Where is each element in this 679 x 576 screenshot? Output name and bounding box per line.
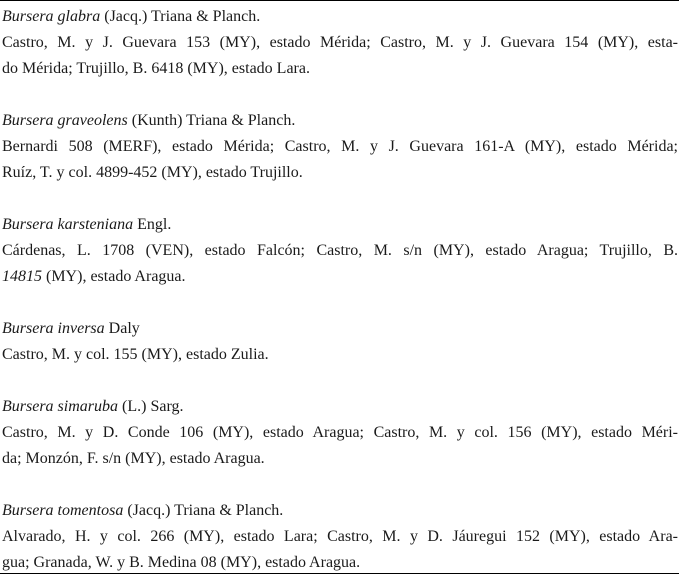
specimen-entry <box>2 4 678 82</box>
specimen-citation-line: Cárdenas, L. 1708 (VEN), estado Falcón; Castro, M. s/n (MY), estado Aragua; Trujillo, B. <box>2 242 678 259</box>
species-authority: (Jacq.) Triana & Planch. <box>123 502 284 519</box>
species-name: Bursera inversa <box>2 320 105 337</box>
top-rule <box>0 0 679 1</box>
species-authority: (Kunth) Triana & Planch. <box>127 112 296 129</box>
species-name: Bursera simaruba <box>2 398 119 415</box>
species-heading <box>2 498 678 524</box>
species-heading <box>2 316 678 342</box>
specimen-citation-line: do Mérida; Trujillo, B. 6418 (MY), estado Lara. <box>2 60 310 77</box>
species-name: Bursera tomentosa <box>2 502 124 519</box>
specimen-citation-line <box>2 264 678 290</box>
species-authority: Daly <box>104 320 140 337</box>
species-authority: Engl. <box>133 216 172 233</box>
citation-text: (MY), estado Aragua. <box>42 268 186 285</box>
specimen-entry <box>2 394 678 472</box>
specimen-entry <box>2 212 678 290</box>
specimen-citation-line: Castro, M. y J. Guevara 153 (MY), estado Mérida; Castro, M. y J. Guevara 154 (MY), esta- <box>2 34 678 51</box>
specimen-entry <box>2 316 678 368</box>
species-authority: (Jacq.) Triana & Planch. <box>100 8 261 25</box>
species-name: Bursera karsteniana <box>2 216 134 233</box>
specimen-citation-line: Castro, M. y D. Conde 106 (MY), estado Aragua; Castro, M. y col. 156 (MY), estado Méri- <box>2 424 678 441</box>
species-heading <box>2 212 678 238</box>
specimen-entry <box>2 498 678 576</box>
bottom-rule <box>0 573 679 574</box>
specimen-citation-line: Ruíz, T. y col. 4899-452 (MY), estado Trujillo. <box>2 164 303 181</box>
species-authority: (L.) Sarg. <box>118 398 184 415</box>
species-heading <box>2 108 678 134</box>
species-heading <box>2 394 678 420</box>
species-name: Bursera graveolens <box>2 112 128 129</box>
specimen-citation-line: da; Monzón, F. s/n (MY), estado Aragua. <box>2 450 265 467</box>
collection-number: 14815 <box>2 268 42 285</box>
specimen-citation-line: Castro, M. y col. 155 (MY), estado Zulia. <box>2 346 269 363</box>
specimen-list <box>2 4 678 576</box>
species-name: Bursera glabra <box>2 8 101 25</box>
specimen-citation-line: gua; Granada, W. y B. Medina 08 (MY), estado Aragua. <box>2 554 361 571</box>
specimen-entry <box>2 108 678 186</box>
specimen-citation-line: Bernardi 508 (MERF), estado Mérida; Castro, M. y J. Guevara 161-A (MY), estado Mérida; <box>2 138 678 155</box>
species-heading <box>2 4 678 30</box>
specimen-citation-line: Alvarado, H. y col. 266 (MY), estado Lara; Castro, M. y D. Jáuregui 152 (MY), estado Ara- <box>2 528 678 545</box>
